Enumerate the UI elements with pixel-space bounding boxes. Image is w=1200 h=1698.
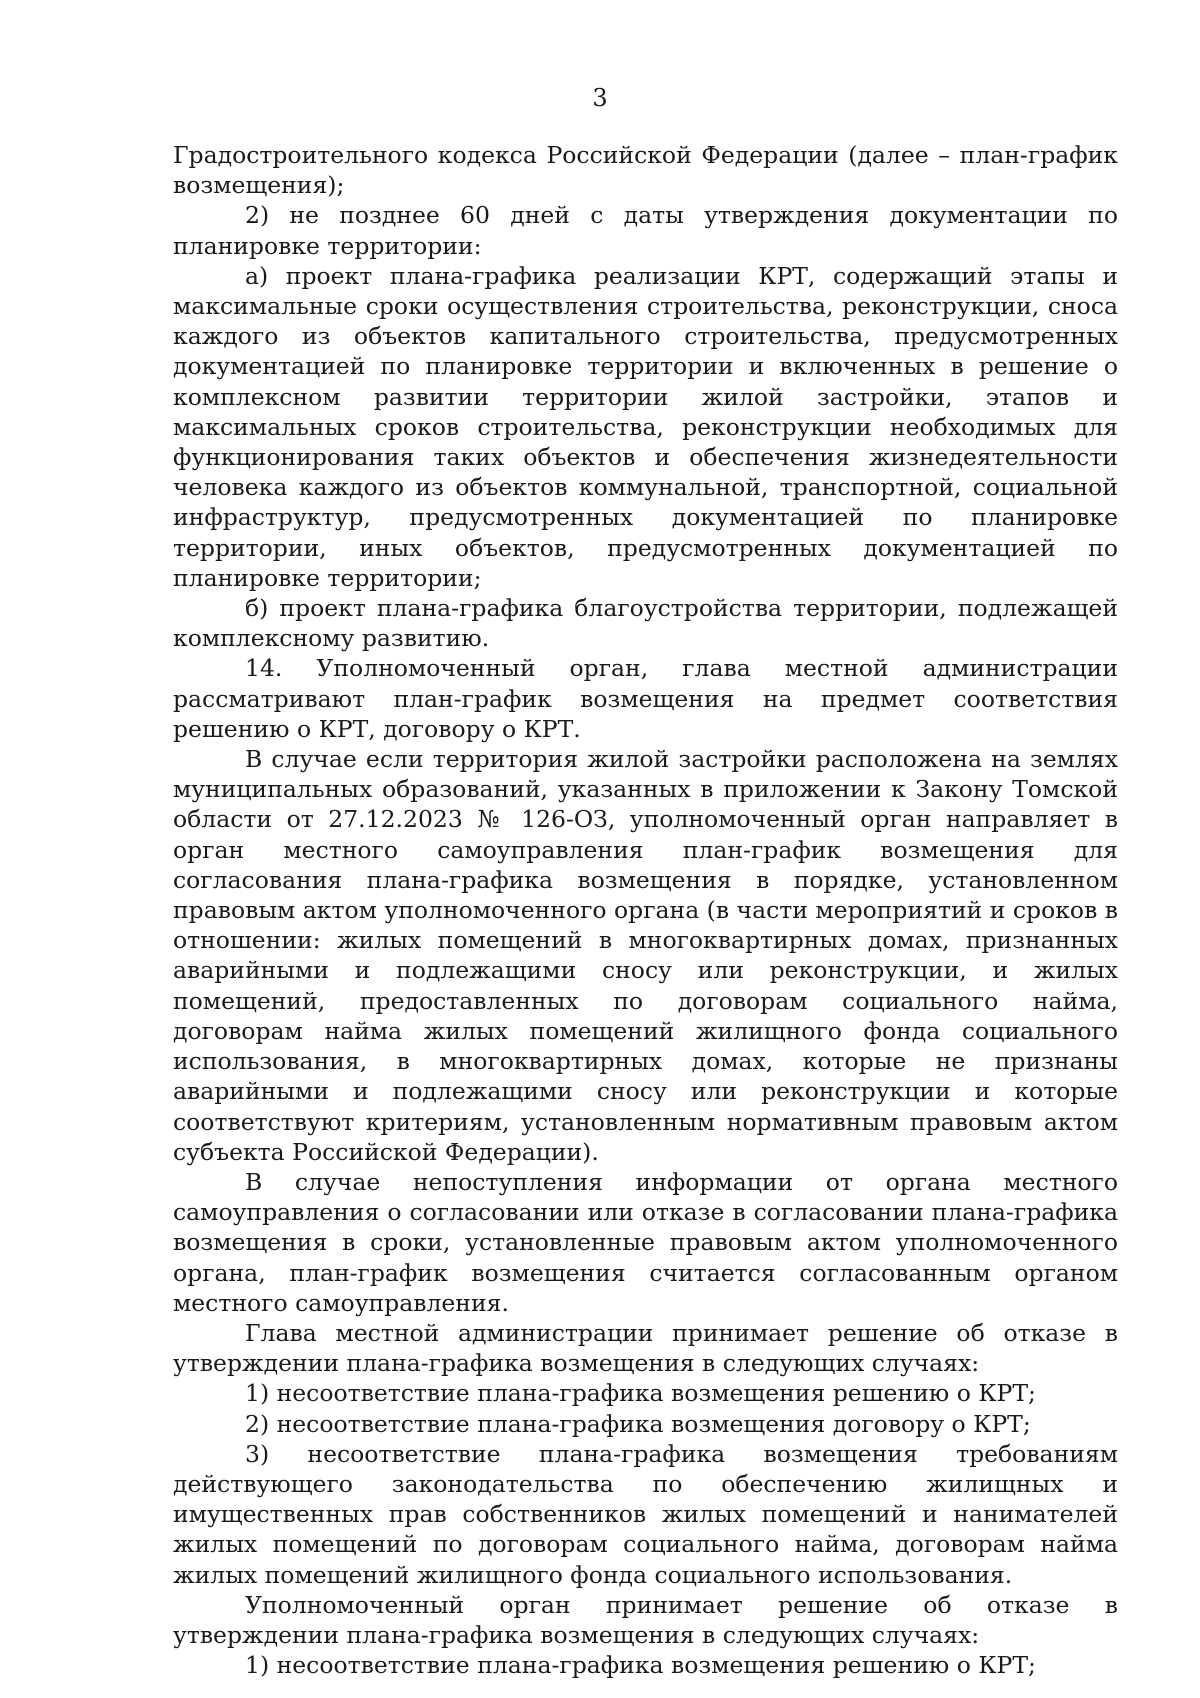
paragraph: а) проект плана-графика реализации КРТ, содержащий этапы и максимальные сроки осуществления строительства, реконструкции, сноса каждого из объектов капитального строительства, предусмотренных документацией по планировке территории и включенных в решение о комплексном развитии территории жилой застройки, этапов и максимальных сроков строительства, реконструкции необходимых для функционирования таких объектов и обеспечения жизнедеятельности человека каждого из объектов коммунальной, транспортной, социальной инфраструктур, предусмотренных документацией по планировке территории, иных объектов, предусмотренных документацией по планировке территории; (173, 261, 1118, 592)
paragraph: Глава местной администрации принимает решение об отказе в утверждении плана-графика возмещения в следующих случаях: (173, 1318, 1118, 1378)
paragraph: 14. Уполномоченный орган, глава местной администрации рассматривают план-график возмещения на предмет соответствия решению о КРТ, договору о КРТ. (173, 654, 1118, 743)
paragraph: б) проект плана-графика благоустройства территории, подлежащей комплексному развитию. (173, 594, 1118, 653)
page-number: 3 (592, 84, 608, 112)
paragraph: В случае непоступления информации от органа местного самоуправления о согласовании или отказе в согласовании плана-графика возмещения в сроки, установленные правовым актом уполномоченного органа, план-график возмещения считается согласованным органом местного самоуправления. (173, 1167, 1118, 1317)
paragraph: Градостроительного кодекса Российской Федерации (далее – план-график возмещения); (173, 141, 1118, 200)
list-item: 1) несоответствие плана-графика возмещения решению о КРТ; (245, 1651, 1036, 1680)
paragraph: 2) не позднее 60 дней с даты утверждения документации по планировке территории: (173, 201, 1118, 260)
paragraph: В случае если территория жилой застройки расположена на землях муниципальных образований, указанных в приложении к Закону Томской области от 27.12.2023 № 126-ОЗ, уполномоченный орган направляет в орган местного самоуправления план-график возмещения для согласования плана-графика возмещения в порядке, установленном правовым актом уполномоченного органа (в части мероприятий и сроков в отношении: жилых помещений в многоквартирных домах, признанных аварийными и подлежащими сносу или реконструкции, и жилых помещений, предоставленных по договорам социального найма, договорам найма жилых помещений жилищного фонда социального использования, в многоквартирных домах, которые не признаны аварийными и подлежащими сносу или реконструкции и которые соответствуют критериям, установленным нормативным правовым актом субъекта Российской Федерации). (173, 745, 1119, 1166)
list-item: 2) несоответствие плана-графика возмещения договору о КРТ; (245, 1409, 1031, 1438)
paragraph: Уполномоченный орган принимает решение об отказе в утверждении плана-графика возмещения в следующих случаях: (173, 1590, 1118, 1649)
list-item: 1) несоответствие плана-графика возмещения решению о КРТ; (245, 1379, 1036, 1408)
document-body (173, 140, 1118, 1680)
list-item: 3) несоответствие плана-графика возмещения требованиям действующего законодательства по обеспечению жилищных и имущественных прав собственников жилых помещений и нанимателей жилых помещений по договорам социального найма, договорам найма жилых помещений жилищного фонда социального использования. (173, 1439, 1118, 1589)
